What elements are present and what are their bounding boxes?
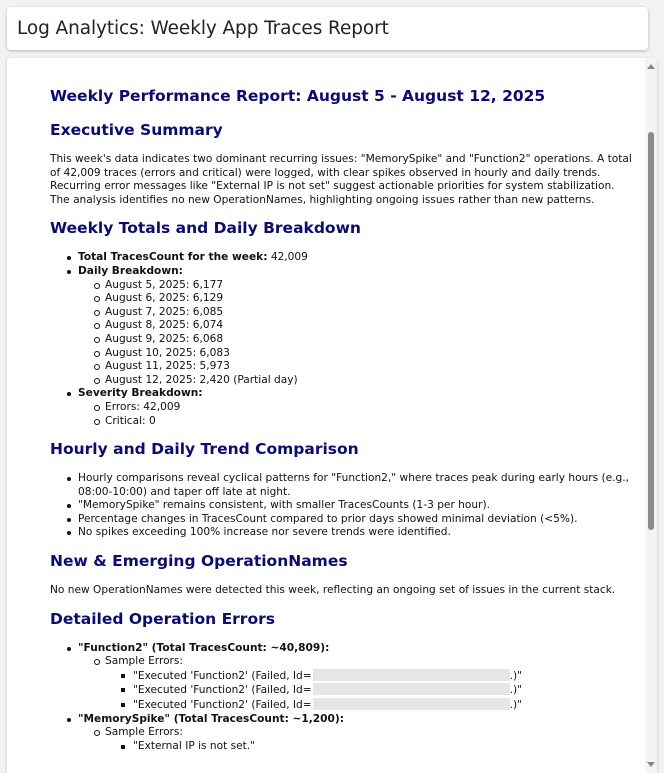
sample-errors-item <box>93 655 635 712</box>
sample-errors-group <box>93 655 635 712</box>
severity-item: Errors: 42,009 <box>93 401 635 415</box>
report-title: Weekly Performance Report: August 5 - August 12, 2025 <box>50 87 546 105</box>
sample-errors-item <box>93 726 635 753</box>
total-value: 42,009 <box>270 251 308 264</box>
error-item <box>120 683 635 698</box>
error-suffix: .)" <box>509 684 523 697</box>
trend-item: Hourly comparisons reveal cyclical patterns for "Function2," where traces peak during early hours (e.g., 08:00-10:00) and taper off late at night. <box>66 472 635 499</box>
scroll-up-arrow-icon[interactable] <box>647 64 655 69</box>
error-prefix: "Executed 'Function2' (Failed, Id= <box>133 669 312 682</box>
error-suffix: .)" <box>509 699 523 712</box>
operations-list <box>66 642 635 754</box>
sample-errors-label: Sample Errors: <box>105 655 183 668</box>
daily-item: August 10, 2025: 6,083 <box>93 347 635 361</box>
error-item <box>120 669 635 684</box>
redacted-id <box>313 698 510 710</box>
new-operations-text: No new OperationNames were detected this week, reflecting an ongoing set of issues in the current stack. <box>50 584 616 597</box>
new-operations-heading: New & Emerging OperationNames <box>50 552 348 571</box>
operation-item <box>66 642 635 713</box>
trend-item: "MemorySpike" remains consistent, with smaller TracesCounts (1-3 per hour). <box>66 499 635 513</box>
weekly-totals-heading: Weekly Totals and Daily Breakdown <box>50 219 361 238</box>
trends-list <box>66 472 635 540</box>
trends-heading: Hourly and Daily Trend Comparison <box>50 440 359 459</box>
scroll-down-arrow-icon[interactable] <box>647 762 655 767</box>
executive-summary-heading: Executive Summary <box>50 121 223 139</box>
severity-item: Critical: 0 <box>93 415 635 429</box>
report-panel[interactable] <box>7 58 657 773</box>
sample-errors-group <box>93 726 635 753</box>
error-suffix: .)" <box>509 669 523 682</box>
daily-item: August 11, 2025: 5,973 <box>93 360 635 374</box>
severity-label: Severity Breakdown: <box>78 387 203 400</box>
app-title-bar <box>7 7 648 50</box>
operation-item <box>66 713 635 754</box>
app-title: Log Analytics: Weekly App Traces Report <box>17 18 389 39</box>
error-prefix: "Executed 'Function2' (Failed, Id= <box>133 699 312 712</box>
operation-name: "Function2" (Total TracesCount: ~40,809): <box>78 641 330 654</box>
daily-item: August 12, 2025: 2,420 (Partial day) <box>93 374 635 388</box>
detailed-errors-heading: Detailed Operation Errors <box>50 609 275 628</box>
redacted-id <box>313 669 510 681</box>
error-item: "External IP is not set." <box>120 740 635 754</box>
error-item <box>120 698 635 713</box>
weekly-totals-list <box>66 251 635 428</box>
redacted-id <box>313 683 510 695</box>
daily-list <box>93 279 635 388</box>
daily-label: Daily Breakdown: <box>78 264 183 277</box>
list-item <box>66 387 635 428</box>
error-list <box>120 740 635 754</box>
daily-item: August 8, 2025: 6,074 <box>93 319 635 333</box>
vertical-scrollbar[interactable] <box>645 58 657 773</box>
trend-item: No spikes exceeding 100% increase nor severe trends were identified. <box>66 526 635 540</box>
scrollbar-thumb[interactable] <box>648 132 654 530</box>
daily-item: August 6, 2025: 6,129 <box>93 292 635 306</box>
severity-list <box>93 401 635 428</box>
executive-summary-text: This week's data indicates two dominant recurring issues: "MemorySpike" and "Function2" operations. A total of 42,009 traces (errors and critical) were logged, with clear spikes observed in hourly and daily trends. Recurring error messages like "External IP is not set" suggest actionable priorities for system stabilization. The analysis identifies no new OperationNames, highlighting ongoing issues rather than new patterns. <box>50 153 632 206</box>
daily-item: August 7, 2025: 6,085 <box>93 306 635 320</box>
daily-item: August 5, 2025: 6,177 <box>93 279 635 293</box>
daily-item: August 9, 2025: 6,068 <box>93 333 635 347</box>
operation-name: "MemorySpike" (Total TracesCount: ~1,200): <box>78 712 344 725</box>
trend-item: Percentage changes in TracesCount compared to prior days showed minimal deviation (<5%). <box>66 513 635 527</box>
report-content <box>50 86 635 764</box>
list-item <box>66 265 635 387</box>
sample-errors-label: Sample Errors: <box>105 726 183 739</box>
error-prefix: "Executed 'Function2' (Failed, Id= <box>133 684 312 697</box>
total-label: Total TracesCount for the week: <box>78 251 268 264</box>
error-list <box>120 669 635 713</box>
list-item <box>66 251 635 265</box>
